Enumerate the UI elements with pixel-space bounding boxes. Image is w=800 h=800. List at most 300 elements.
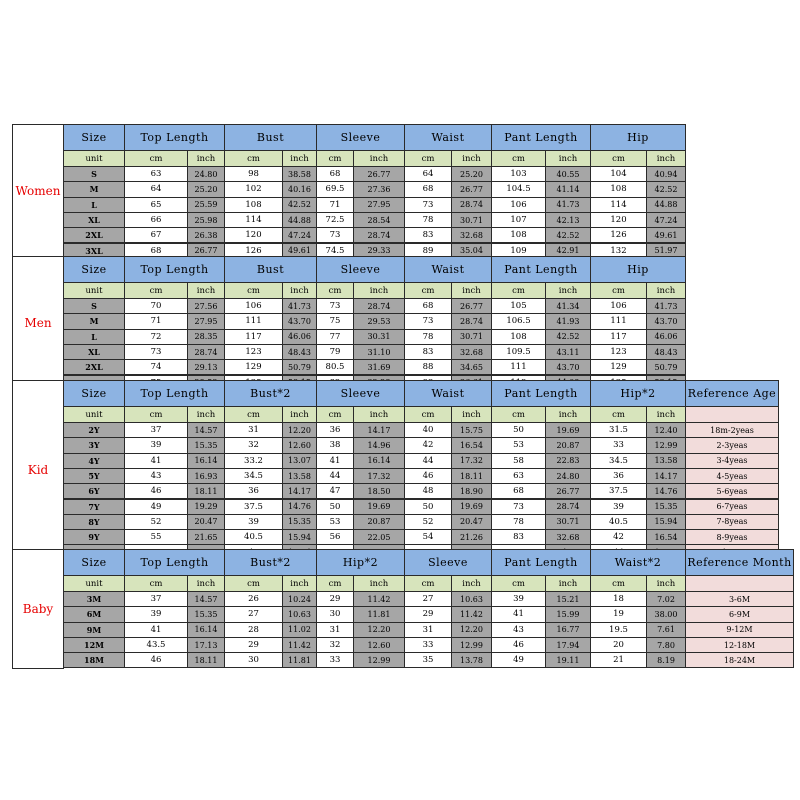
table-cell: 26.77	[451, 181, 492, 197]
table-cell: 26.77	[187, 243, 225, 259]
table-cell: 20.87	[545, 437, 591, 453]
table-cell: 34.65	[451, 359, 492, 375]
table-cell: 48	[404, 483, 452, 499]
table-cell: 19.11	[545, 652, 591, 668]
table-cell: 31	[224, 422, 283, 438]
size-label: 12M	[63, 637, 125, 653]
table-cell: 42.52	[545, 329, 591, 345]
unit-cell: cm	[404, 282, 452, 299]
table-cell: 47	[316, 483, 354, 499]
table-cell: 68	[404, 181, 452, 197]
section-label-kid: Kid	[12, 380, 64, 561]
table-cell: 68	[404, 298, 452, 314]
table-cell: 42	[404, 437, 452, 453]
unit-cell: inch	[282, 282, 317, 299]
table-cell: 12.99	[353, 652, 405, 668]
unit-cell: inch	[451, 282, 492, 299]
table-cell: 71	[124, 313, 188, 329]
table-cell: 16.14	[353, 453, 405, 469]
table-cell: 53	[316, 514, 354, 530]
table-cell: 32.68	[545, 529, 591, 545]
table-cell: 13.58	[646, 453, 686, 469]
table-cell: 41.73	[282, 298, 317, 314]
size-label: 3XL	[63, 243, 125, 259]
table-cell: 52	[404, 514, 452, 530]
table-cell: 83	[404, 344, 452, 360]
reference-cell: 9-12M	[685, 622, 794, 638]
unit-cell: inch	[545, 150, 591, 167]
table-cell: 71	[316, 197, 354, 213]
unit-cell: inch	[187, 150, 225, 167]
table-cell: 7.61	[646, 622, 686, 638]
table-cell: 28.74	[451, 197, 492, 213]
table-cell: 106	[491, 197, 546, 213]
table-cell: 78	[404, 329, 452, 345]
table-cell: 75	[316, 313, 354, 329]
column-header: Sleeve	[316, 124, 405, 151]
table-cell: 28.54	[353, 212, 405, 228]
unit-cell: cm	[491, 575, 546, 592]
table-cell: 19.69	[353, 499, 405, 515]
unit-cell: inch	[187, 406, 225, 423]
table-cell: 14.96	[353, 437, 405, 453]
table-cell: 83	[491, 529, 546, 545]
table-cell: 11.42	[353, 591, 405, 607]
table-cell: 11.81	[353, 606, 405, 622]
table-cell: 42.91	[545, 243, 591, 259]
column-header: Top Length	[124, 549, 225, 576]
table-cell: 36	[316, 422, 354, 438]
table-cell: 14.17	[353, 422, 405, 438]
table-cell: 120	[590, 212, 647, 228]
table-cell: 108	[491, 329, 546, 345]
table-cell: 43.5	[124, 637, 188, 653]
table-cell: 19	[590, 606, 647, 622]
table-cell: 20.87	[353, 514, 405, 530]
column-header: Top Length	[124, 256, 225, 283]
table-cell: 18.90	[451, 483, 492, 499]
table-cell: 41.93	[545, 313, 591, 329]
column-header: Size	[63, 549, 125, 576]
table-cell: 98	[224, 166, 283, 182]
unit-cell: cm	[124, 150, 188, 167]
reference-cell: 6-9M	[685, 606, 794, 622]
table-cell: 16.54	[646, 529, 686, 545]
table-cell: 29.13	[187, 359, 225, 375]
column-header: Hip	[590, 256, 686, 283]
table-cell: 123	[224, 344, 283, 360]
table-cell: 49.61	[282, 243, 317, 259]
table-cell: 18	[590, 591, 647, 607]
unit-cell: cm	[491, 282, 546, 299]
table-cell: 105	[491, 298, 546, 314]
table-cell: 107	[491, 212, 546, 228]
table-cell: 43	[491, 622, 546, 638]
table-cell: 7.80	[646, 637, 686, 653]
reference-cell: 7-8yeas	[685, 514, 779, 530]
unit-label: unit	[63, 150, 125, 167]
table-cell: 12.99	[646, 437, 686, 453]
table-cell: 25.98	[187, 212, 225, 228]
unit-cell: inch	[282, 406, 317, 423]
table-cell: 41.34	[545, 298, 591, 314]
size-label: 18M	[63, 652, 125, 668]
table-cell: 19.5	[590, 622, 647, 638]
table-cell: 38	[316, 437, 354, 453]
size-label: 2XL	[63, 359, 125, 375]
table-cell: 28.74	[545, 499, 591, 515]
table-cell: 29.53	[353, 313, 405, 329]
table-cell: 32	[316, 637, 354, 653]
table-cell: 13.78	[451, 652, 492, 668]
table-cell: 106	[590, 298, 647, 314]
table-cell: 39	[224, 514, 283, 530]
unit-cell: inch	[353, 282, 405, 299]
table-cell: 30	[316, 606, 354, 622]
table-cell: 72	[124, 329, 188, 345]
table-cell: 108	[590, 181, 647, 197]
table-cell: 104.5	[491, 181, 546, 197]
unit-cell: cm	[316, 150, 354, 167]
table-cell: 41.73	[646, 298, 686, 314]
unit-cell: cm	[404, 406, 452, 423]
table-cell: 69.5	[316, 181, 354, 197]
table-cell: 73	[491, 499, 546, 515]
column-header: Top Length	[124, 124, 225, 151]
unit-cell: inch	[646, 150, 686, 167]
table-cell: 117	[224, 329, 283, 345]
table-cell: 29	[316, 591, 354, 607]
size-label: 2Y	[63, 422, 125, 438]
table-cell: 129	[224, 359, 283, 375]
table-cell: 16.54	[451, 437, 492, 453]
unit-cell: inch	[646, 575, 686, 592]
table-cell: 27.56	[187, 298, 225, 314]
unit-cell: inch	[353, 406, 405, 423]
table-cell: 11.81	[282, 652, 317, 668]
unit-label: unit	[63, 406, 125, 423]
table-cell: 18.11	[187, 483, 225, 499]
table-cell: 14.57	[187, 422, 225, 438]
table-cell: 37	[124, 591, 188, 607]
table-cell: 40.55	[545, 166, 591, 182]
table-cell: 36	[224, 483, 283, 499]
table-cell: 43.70	[646, 313, 686, 329]
table-cell: 33	[404, 637, 452, 653]
table-cell: 16.77	[545, 622, 591, 638]
table-cell: 25.20	[451, 166, 492, 182]
reference-cell: 6-7yeas	[685, 499, 779, 515]
table-cell: 41.14	[545, 181, 591, 197]
size-label: M	[63, 181, 125, 197]
table-cell: 64	[124, 181, 188, 197]
size-label: 6Y	[63, 483, 125, 499]
table-cell: 32.68	[451, 344, 492, 360]
table-cell: 13.07	[282, 453, 317, 469]
table-cell: 40.94	[646, 166, 686, 182]
table-cell: 15.75	[451, 422, 492, 438]
table-cell: 34.5	[224, 468, 283, 484]
table-cell: 28.74	[353, 298, 405, 314]
table-cell: 68	[316, 166, 354, 182]
size-label: S	[63, 166, 125, 182]
table-cell: 50.79	[282, 359, 317, 375]
reference-blank	[685, 406, 779, 423]
unit-cell: inch	[646, 406, 686, 423]
table-cell: 15.35	[187, 606, 225, 622]
unit-cell: cm	[124, 282, 188, 299]
column-header: Waist	[404, 124, 492, 151]
table-cell: 63	[124, 166, 188, 182]
reference-cell: 4-5yeas	[685, 468, 779, 484]
table-cell: 39	[590, 499, 647, 515]
table-cell: 49	[491, 652, 546, 668]
table-cell: 15.35	[282, 514, 317, 530]
table-cell: 42.52	[282, 197, 317, 213]
table-cell: 7.02	[646, 591, 686, 607]
table-cell: 50	[491, 422, 546, 438]
table-cell: 16.14	[187, 622, 225, 638]
unit-cell: inch	[451, 150, 492, 167]
unit-cell: inch	[545, 575, 591, 592]
table-cell: 8.19	[646, 652, 686, 668]
table-cell: 40.5	[590, 514, 647, 530]
table-cell: 12.20	[451, 622, 492, 638]
table-cell: 33	[590, 437, 647, 453]
column-header: Bust	[224, 256, 317, 283]
table-cell: 52	[124, 514, 188, 530]
table-cell: 126	[590, 227, 647, 243]
column-header: Size	[63, 380, 125, 407]
table-cell: 35.04	[451, 243, 492, 259]
table-cell: 19.69	[545, 422, 591, 438]
table-cell: 19.29	[187, 499, 225, 515]
table-cell: 39	[491, 591, 546, 607]
table-cell: 55	[124, 529, 188, 545]
table-cell: 15.94	[646, 514, 686, 530]
unit-cell: cm	[316, 406, 354, 423]
size-label: 8Y	[63, 514, 125, 530]
table-cell: 26.38	[187, 227, 225, 243]
unit-cell: cm	[224, 150, 283, 167]
size-label: 9Y	[63, 529, 125, 545]
size-label: L	[63, 197, 125, 213]
table-cell: 35	[404, 652, 452, 668]
table-cell: 15.35	[187, 437, 225, 453]
reference-cell: 5-6yeas	[685, 483, 779, 499]
unit-cell: inch	[451, 575, 492, 592]
unit-cell: inch	[353, 575, 405, 592]
unit-cell: inch	[282, 150, 317, 167]
table-cell: 50.79	[646, 359, 686, 375]
unit-cell: inch	[451, 406, 492, 423]
table-cell: 24.80	[545, 468, 591, 484]
unit-cell: cm	[590, 406, 647, 423]
table-cell: 73	[404, 197, 452, 213]
table-cell: 12.40	[646, 422, 686, 438]
table-cell: 36	[590, 468, 647, 484]
table-cell: 28.35	[187, 329, 225, 345]
section-label-women: Women	[12, 124, 64, 259]
table-cell: 114	[224, 212, 283, 228]
table-cell: 42	[590, 529, 647, 545]
table-cell: 30.71	[451, 329, 492, 345]
size-label: 2XL	[63, 227, 125, 243]
size-label: 3M	[63, 591, 125, 607]
reference-cell: 12-18M	[685, 637, 794, 653]
table-cell: 25.20	[187, 181, 225, 197]
size-label: 9M	[63, 622, 125, 638]
column-header: Hip*2	[316, 549, 405, 576]
table-cell: 88	[404, 359, 452, 375]
table-cell: 65	[124, 197, 188, 213]
unit-cell: inch	[353, 150, 405, 167]
table-cell: 31	[316, 622, 354, 638]
table-cell: 33.2	[224, 453, 283, 469]
table-cell: 21.65	[187, 529, 225, 545]
size-label: 3Y	[63, 437, 125, 453]
unit-cell: inch	[282, 575, 317, 592]
table-cell: 44.88	[282, 212, 317, 228]
table-cell: 14.17	[282, 483, 317, 499]
table-cell: 14.76	[646, 483, 686, 499]
table-cell: 129	[590, 359, 647, 375]
unit-cell: cm	[316, 282, 354, 299]
table-cell: 27	[224, 606, 283, 622]
table-cell: 21	[590, 652, 647, 668]
table-cell: 14.57	[187, 591, 225, 607]
reference-cell: 8-9yeas	[685, 529, 779, 545]
table-cell: 31.10	[353, 344, 405, 360]
table-cell: 89	[404, 243, 452, 259]
unit-cell: inch	[187, 282, 225, 299]
table-cell: 111	[590, 313, 647, 329]
size-label: 6M	[63, 606, 125, 622]
table-cell: 12.60	[353, 637, 405, 653]
unit-cell: inch	[187, 575, 225, 592]
table-cell: 17.13	[187, 637, 225, 653]
table-cell: 21.26	[451, 529, 492, 545]
table-cell: 18.11	[451, 468, 492, 484]
table-cell: 38.58	[282, 166, 317, 182]
column-header: Waist*2	[590, 549, 686, 576]
table-cell: 43	[124, 468, 188, 484]
table-cell: 108	[491, 227, 546, 243]
table-cell: 11.42	[451, 606, 492, 622]
unit-cell: cm	[224, 406, 283, 423]
column-header: Hip*2	[590, 380, 686, 407]
table-cell: 53	[491, 437, 546, 453]
unit-cell: cm	[224, 575, 283, 592]
table-cell: 48.43	[282, 344, 317, 360]
table-cell: 12.99	[451, 637, 492, 653]
unit-cell: cm	[404, 150, 452, 167]
table-cell: 30.71	[545, 514, 591, 530]
table-cell: 58	[491, 453, 546, 469]
table-cell: 30	[224, 652, 283, 668]
size-label: S	[63, 298, 125, 314]
table-cell: 79	[316, 344, 354, 360]
unit-cell: inch	[545, 282, 591, 299]
table-cell: 10.63	[451, 591, 492, 607]
table-cell: 38.00	[646, 606, 686, 622]
table-cell: 132	[590, 243, 647, 259]
table-cell: 16.14	[187, 453, 225, 469]
table-cell: 29	[404, 606, 452, 622]
table-cell: 41.73	[545, 197, 591, 213]
table-cell: 12.60	[282, 437, 317, 453]
table-cell: 78	[491, 514, 546, 530]
table-cell: 14.76	[282, 499, 317, 515]
table-cell: 28.74	[353, 227, 405, 243]
table-cell: 41	[316, 453, 354, 469]
table-cell: 22.05	[353, 529, 405, 545]
table-cell: 56	[316, 529, 354, 545]
table-cell: 46.06	[282, 329, 317, 345]
table-cell: 15.99	[545, 606, 591, 622]
unit-cell: cm	[404, 575, 452, 592]
table-cell: 44.88	[646, 197, 686, 213]
section-label-baby: Baby	[12, 549, 64, 669]
table-cell: 29.33	[353, 243, 405, 259]
table-cell: 32	[224, 437, 283, 453]
table-cell: 47.24	[646, 212, 686, 228]
table-cell: 78	[404, 212, 452, 228]
table-cell: 41	[124, 622, 188, 638]
table-cell: 43.70	[545, 359, 591, 375]
table-cell: 66	[124, 212, 188, 228]
table-cell: 123	[590, 344, 647, 360]
table-cell: 24.80	[187, 166, 225, 182]
table-cell: 29	[224, 637, 283, 653]
table-cell: 74	[124, 359, 188, 375]
table-cell: 28	[224, 622, 283, 638]
table-cell: 102	[224, 181, 283, 197]
table-cell: 41	[491, 606, 546, 622]
table-cell: 73	[124, 344, 188, 360]
table-cell: 51.97	[646, 243, 686, 259]
table-cell: 42.52	[545, 227, 591, 243]
size-label: 5Y	[63, 468, 125, 484]
table-cell: 33	[316, 652, 354, 668]
column-header: Sleeve	[316, 256, 405, 283]
table-cell: 39	[124, 606, 188, 622]
table-cell: 17.94	[545, 637, 591, 653]
table-cell: 44	[316, 468, 354, 484]
table-cell: 117	[590, 329, 647, 345]
table-cell: 13.58	[282, 468, 317, 484]
column-header: Sleeve	[404, 549, 492, 576]
table-cell: 27.95	[187, 313, 225, 329]
table-cell: 22.83	[545, 453, 591, 469]
table-cell: 46	[124, 652, 188, 668]
reference-blank	[685, 575, 794, 592]
table-cell: 126	[224, 243, 283, 259]
size-label: 4Y	[63, 453, 125, 469]
table-cell: 10.24	[282, 591, 317, 607]
table-cell: 70	[124, 298, 188, 314]
table-cell: 37.5	[590, 483, 647, 499]
table-cell: 43.70	[282, 313, 317, 329]
unit-cell: cm	[124, 575, 188, 592]
reference-cell: 18-24M	[685, 652, 794, 668]
table-cell: 46	[404, 468, 452, 484]
table-cell: 12.20	[353, 622, 405, 638]
table-cell: 64	[404, 166, 452, 182]
table-cell: 104	[590, 166, 647, 182]
table-cell: 114	[590, 197, 647, 213]
table-cell: 26.77	[353, 166, 405, 182]
